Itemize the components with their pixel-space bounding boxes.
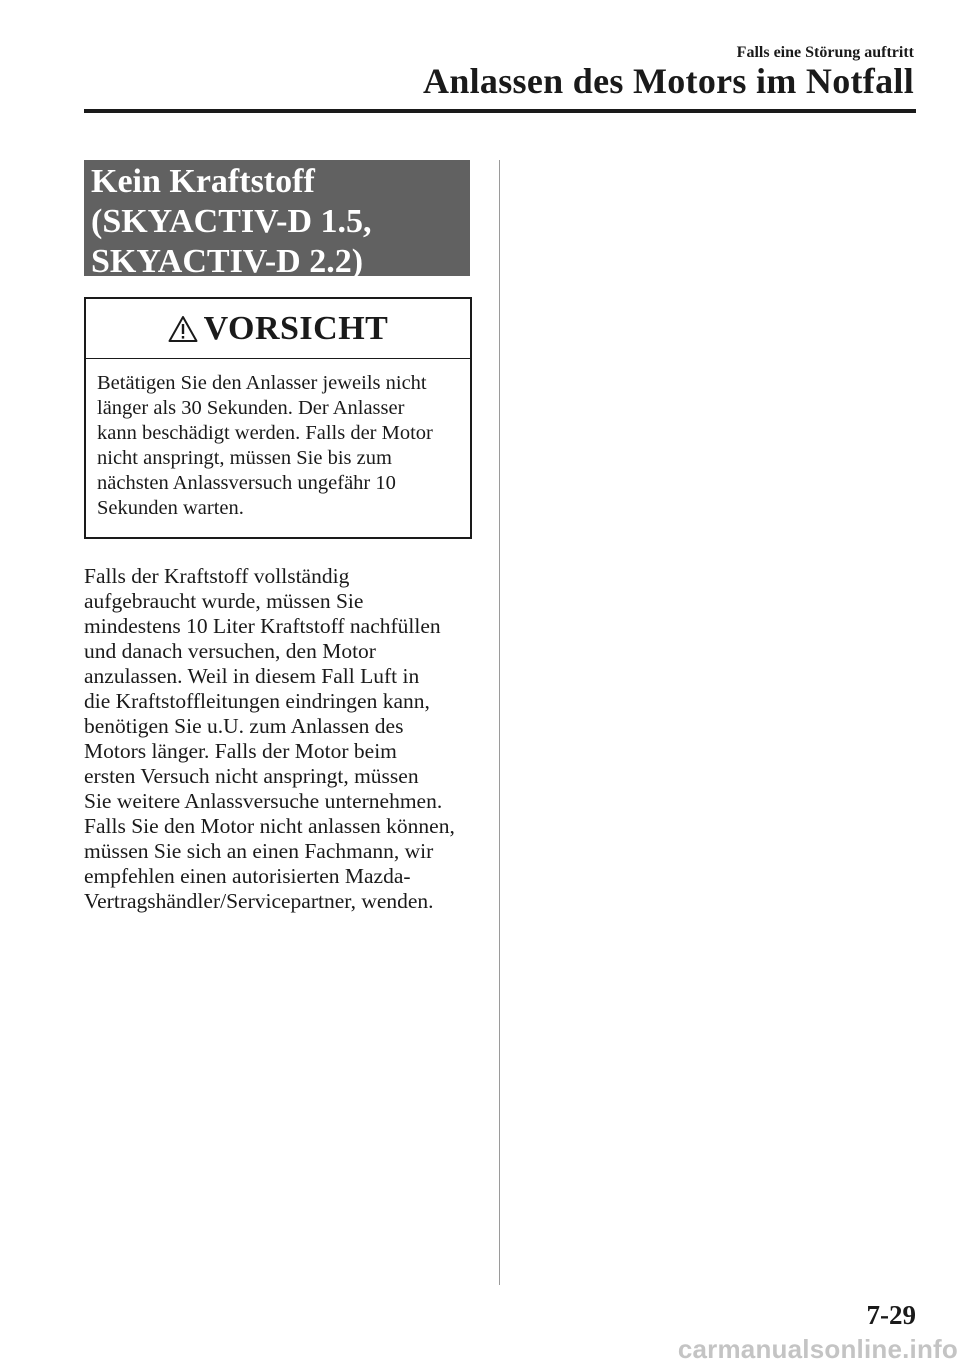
caution-line: nicht anspringt, müssen Sie bis zum [97, 447, 392, 469]
page-number: 7-29 [866, 1300, 916, 1330]
body-line: die Kraftstoffleitungen eindringen kann, [84, 689, 430, 713]
caution-line: nächsten Anlassversuch ungefähr 10 [97, 472, 396, 494]
caution-line: kann beschädigt werden. Falls der Motor [97, 422, 433, 444]
body-line: müssen Sie sich an einen Fachmann, wir [84, 839, 434, 863]
section-heading-line: SKYACTIV-D 2.2) [91, 243, 364, 280]
caution-line: länger als 30 Sekunden. Der Anlasser [97, 397, 405, 419]
caution-title: VORSICHT [203, 309, 389, 347]
caution-text [86, 359, 470, 521]
body-line: ersten Versuch nicht anspringt, müssen [84, 764, 419, 788]
body-line: benötigen Sie u.U. zum Anlassen des [84, 714, 404, 738]
caution-box [84, 297, 472, 539]
header-subtitle: Falls eine Störung auftritt [736, 44, 914, 61]
caution-line: Sekunden warten. [97, 497, 244, 519]
body-line: Motors länger. Falls der Motor beim [84, 739, 397, 763]
watermark: carmanualsonline.info [677, 1334, 958, 1364]
body-line: mindestens 10 Liter Kraftstoff nachfüllen [84, 614, 441, 638]
body-line: Falls der Kraftstoff vollständig [84, 564, 350, 588]
caution-line: Betätigen Sie den Anlasser jeweils nicht [97, 372, 427, 394]
body-line: Vertragshändler/Servicepartner, wenden. [84, 889, 434, 913]
section-heading-line: Kein Kraftstoff [91, 163, 315, 200]
body-line: empfehlen einen autorisierten Mazda- [84, 864, 411, 888]
body-line: anzulassen. Weil in diesem Fall Luft in [84, 664, 420, 688]
header-title: Anlassen des Motors im Notfall [423, 61, 914, 101]
header-rule [84, 109, 916, 113]
column-divider [499, 160, 500, 1285]
body-line: Falls Sie den Motor nicht anlassen können, [84, 814, 455, 838]
body-line: Sie weitere Anlassversuche unternehmen. [84, 789, 443, 813]
body-paragraph [84, 564, 484, 914]
body-line: und danach versuchen, den Motor [84, 639, 376, 663]
caution-header [86, 299, 470, 359]
body-line: aufgebraucht wurde, müssen Sie [84, 589, 364, 613]
section-heading [84, 160, 470, 280]
section-heading-line: (SKYACTIV-D 1.5, [91, 203, 372, 240]
warning-triangle-icon [168, 315, 198, 343]
